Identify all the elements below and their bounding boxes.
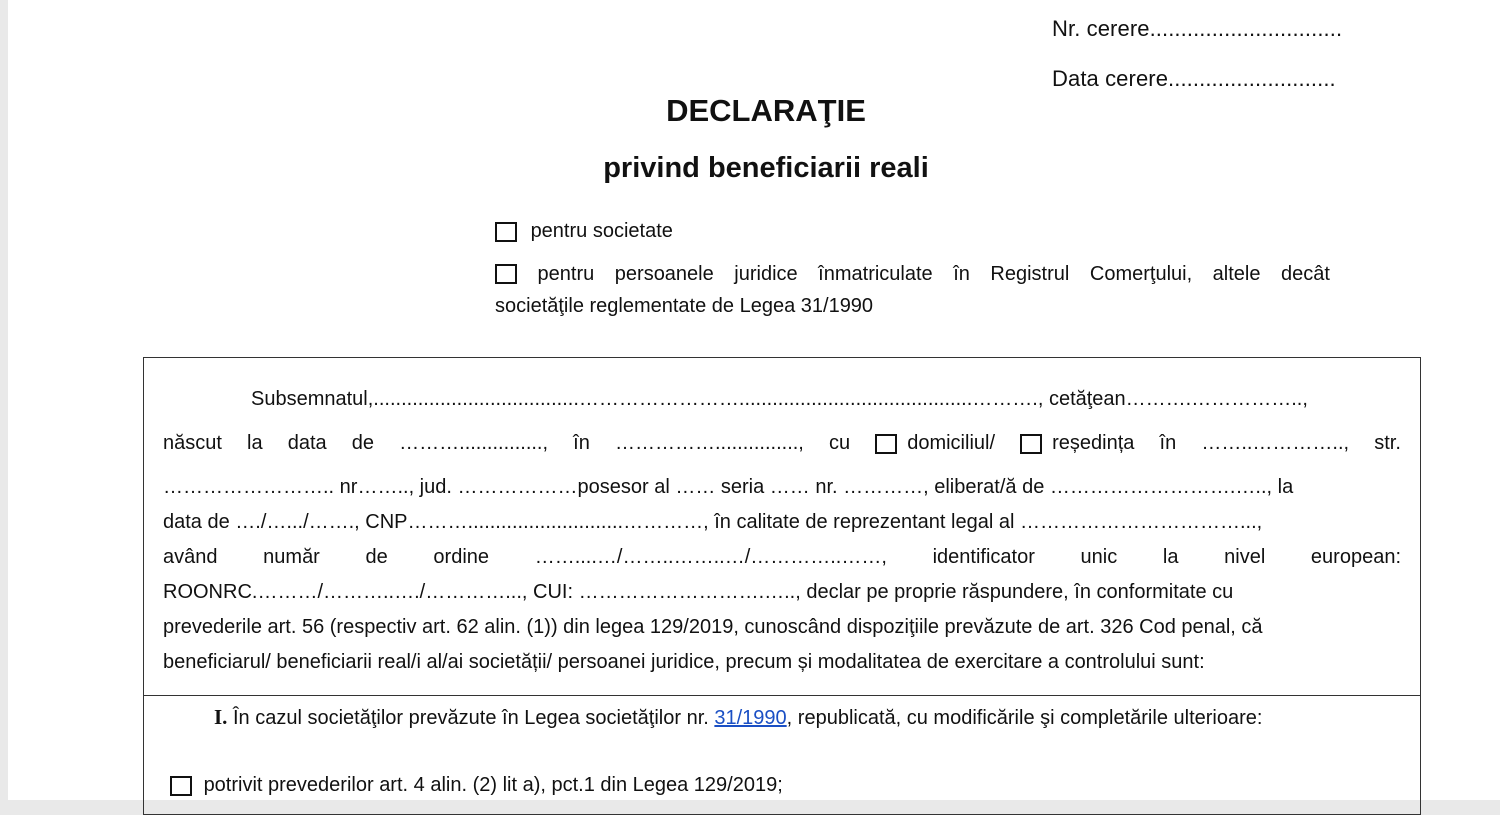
document-page [8,0,1500,800]
decl-line-8: beneficiarul/ beneficiarii real/i al/ai societății/ persoanei juridice, precum și modalitatea de exercitare a controlului sunt: [163,651,1205,673]
word-str: str. [1374,432,1401,454]
document-title: DECLARAŢIE [666,93,866,128]
option-persoane-juridice[interactable] [495,258,1330,322]
document-subtitle: privind beneficiarii reali [603,152,929,184]
opt2-w1: pentru [537,263,595,285]
birth-place-field[interactable]: ……………..............., [614,432,804,454]
domiciliu-checkbox[interactable] [875,434,897,454]
l5-w8: la [1162,546,1179,568]
word-in-2: în [1159,432,1177,454]
word-cu: cu [828,432,851,454]
section-text-before: În cazul societăţilor prevăzute în Legea societăţilor nr. [227,707,715,729]
word-de: de [351,432,375,454]
l5-w6: identificator [932,546,1035,568]
word-la: la [247,432,263,454]
persoane-juridice-checkbox[interactable] [495,264,517,284]
decl-line-7: prevederile art. 56 (respectiv art. 62 alin. (1)) din legea 129/2019, cunoscând dispoziţiile prevăzute de art. 326 Cod penal, că [163,616,1263,638]
section-one-heading [214,700,1262,735]
opt2-w2: persoanele [614,263,714,285]
decl-line-5 [163,540,1401,574]
decl-line-6: ROONRC.………/………..…./…………..., CUI: ……………………….….., declar pe proprie răspundere, în conformitate cu [163,581,1234,603]
option-persoane-juridice-line2: societăţile reglementate de Legea 31/1990 [495,295,874,317]
opt2-w6: Registrul [990,263,1070,285]
word-data: data [287,432,327,454]
domiciliu-option[interactable] [875,426,995,460]
decl-line-3: …………………….. nr…….., jud. ………………posesor al …… seria …… nr. …………, eliberat/ă de ……………………….….., la [163,476,1294,498]
section-roman-numeral: I. [214,705,228,729]
l5-w4: ordine [433,546,490,568]
decl-line-2 [163,426,1401,460]
opt2-w8: altele [1212,263,1261,285]
section-one-option-1[interactable] [170,768,783,802]
l5-w1: având [163,546,218,568]
order-number-field[interactable]: ……....…/……..……..…/…………..……, [534,546,887,568]
birth-date-field[interactable]: ………..............., [399,432,549,454]
opt2-w7: Comerţului, [1089,263,1193,285]
opt2-w9: decât [1281,263,1330,285]
l5-w3: de [365,546,388,568]
societate-checkbox[interactable] [495,222,517,242]
l5-w10: european: [1310,546,1401,568]
resedinta-option[interactable] [1020,426,1134,460]
resedinta-checkbox[interactable] [1020,434,1042,454]
request-number: Nr. cerere............................... [1052,16,1343,41]
option-art4-checkbox[interactable] [170,776,192,796]
domiciliu-label: domiciliul/ [907,432,996,454]
word-nascut: născut [163,432,222,454]
l5-w9: nivel [1224,546,1266,568]
resedinta-label: reședința [1052,432,1135,454]
request-date: Data cerere........................... [1052,66,1336,91]
decl-line-1: Subsemnatul,.....................................……………………..........................................………., cetăţean……….…………….., [251,388,1308,410]
option-art4-label: potrivit prevederilor art. 4 alin. (2) lit a), pct.1 din Legea 129/2019; [203,774,783,796]
l5-w7: unic [1080,546,1118,568]
opt2-w3: juridice [734,263,798,285]
word-in: în [573,432,590,454]
option-societate[interactable] [495,215,673,247]
section-text-after: , republicată, cu modificările şi completările ulterioare: [786,707,1263,729]
option-societate-label: pentru societate [530,220,673,242]
l5-w2: număr [263,546,320,568]
address-field[interactable]: ……..………….., [1201,432,1350,454]
opt2-w5: în [953,263,970,285]
law-31-1990-link[interactable]: 31/1990 [714,707,787,729]
decl-line-4: data de …./….../……., CNP………............................…………, în calitate de reprezentant legal al ……………………………..., [163,511,1263,533]
opt2-w4: înmatriculate [818,263,933,285]
